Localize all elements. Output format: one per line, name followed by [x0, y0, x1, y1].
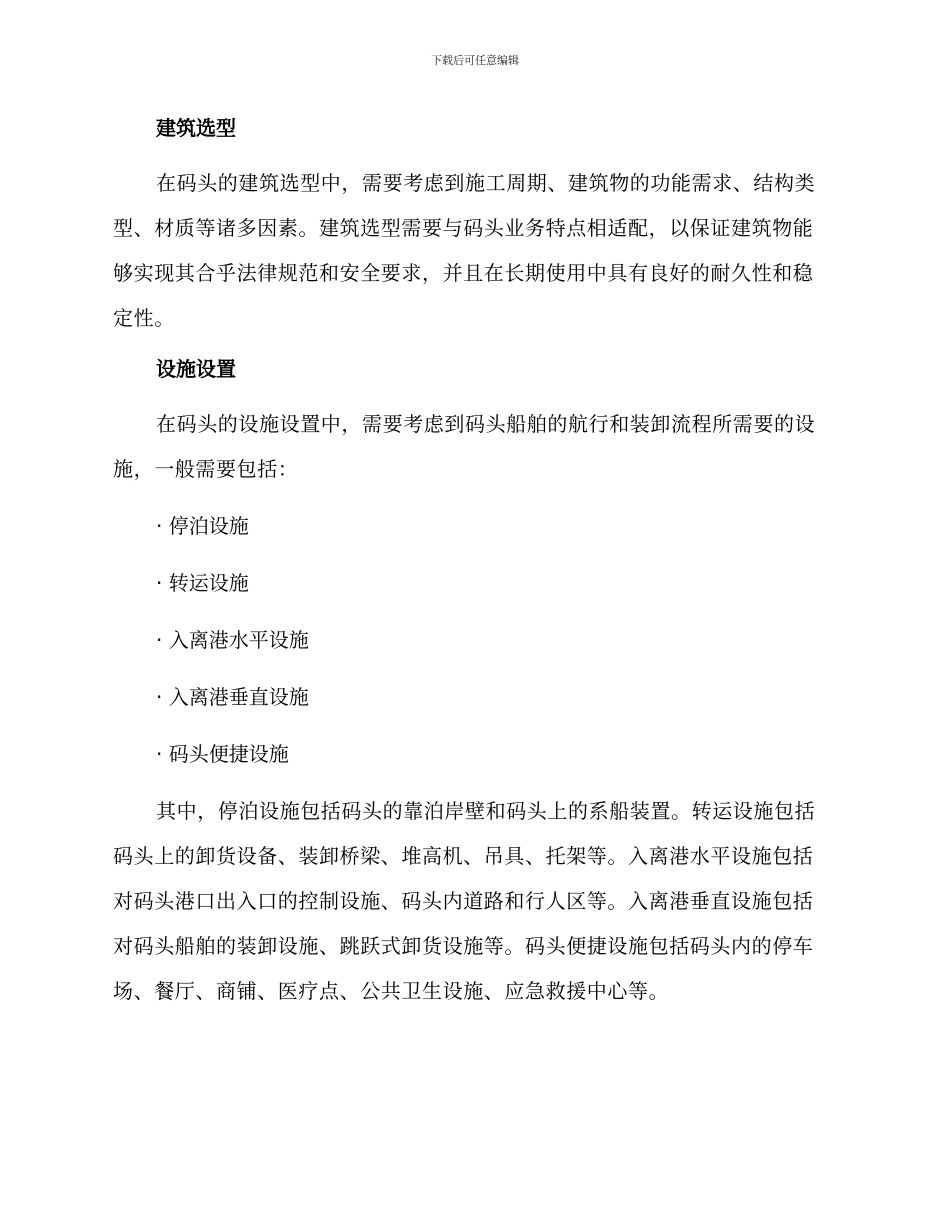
paragraph-facilities-intro: 在码头的设施设置中，需要考虑到码头船舶的航行和装卸流程所需要的设施，一般需要包括： [113, 412, 816, 481]
list-item: · 入离港垂直设施 [156, 685, 309, 709]
list-item: · 码头便捷设施 [156, 742, 289, 766]
list-item: · 停泊设施 [156, 514, 249, 538]
document-body [113, 112, 833, 1014]
page-header-note: 下载后可任意编辑 [431, 54, 519, 67]
section-heading-facilities: 设施设置 [156, 357, 236, 381]
paragraph-facilities-detail: 其中，停泊设施包括码头的靠泊岸壁和码头上的系船装置。转运设施包括码头上的卸货设备、装卸桥梁、堆高机、吊具、托架等。入离港水平设施包括对码头港口出入口的控制设施、码头内道路和行人区等。入离港垂直设施包括对码头船舶的装卸设施、跳跃式卸货设施等。码头便捷设施包括码头内的停车场、餐厅、商铺、医疗点、公共卫生设施、应急救援中心等。 [113, 799, 816, 1003]
section-heading-architecture: 建筑选型 [156, 116, 236, 140]
facility-list [113, 504, 833, 777]
list-item: · 入离港水平设施 [156, 628, 309, 652]
paragraph-architecture: 在码头的建筑选型中，需要考虑到施工周期、建筑物的功能需求、结构类型、材质等诸多因素。建筑选型需要与码头业务特点相适配，以保证建筑物能够实现其合乎法律规范和安全要求，并且在长期使用中具有良好的耐久性和稳定性。 [113, 171, 816, 330]
list-item: · 转运设施 [156, 571, 249, 595]
